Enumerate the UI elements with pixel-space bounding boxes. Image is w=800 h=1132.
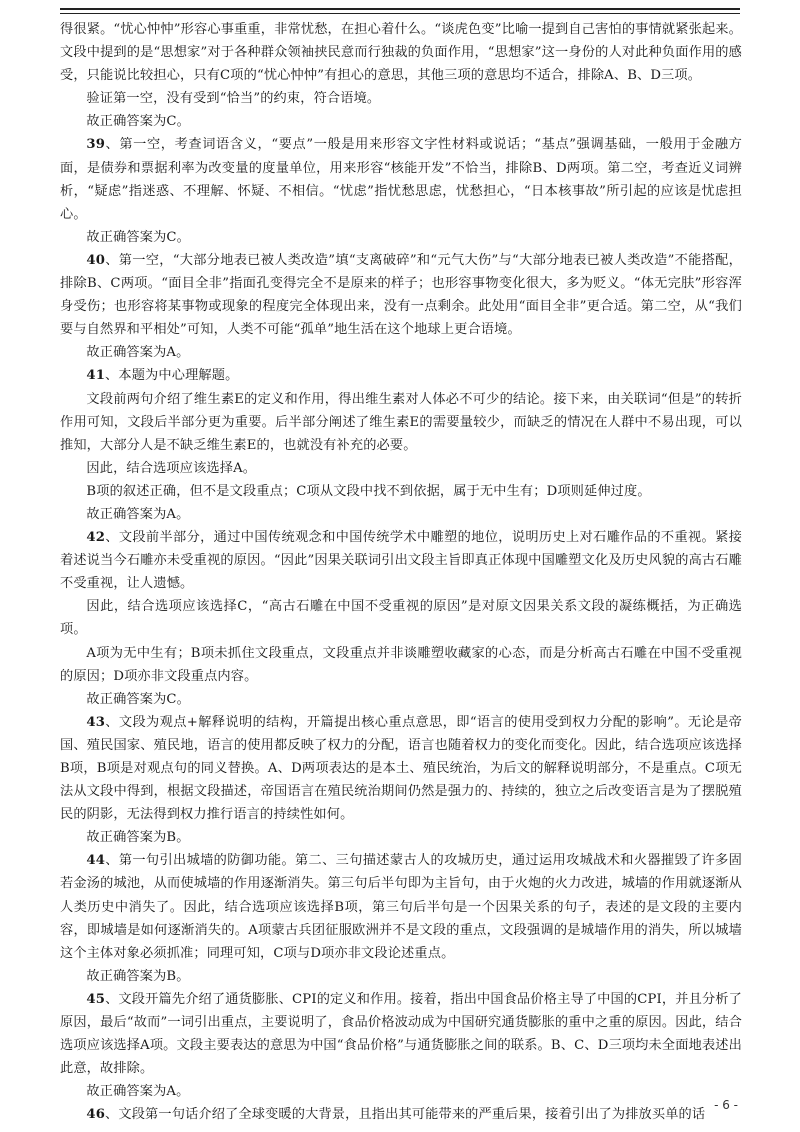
header-rule-thin xyxy=(60,13,740,14)
question-number: 43 xyxy=(86,714,106,730)
question-number: 46 xyxy=(86,1107,106,1123)
paragraph-text: 、文段第一句话介绍了全球变暖的大背景，且指出其可能带来的严重后果，接着引出了为排放买单的话 xyxy=(105,1107,706,1123)
question-explanation-paragraph xyxy=(60,988,742,1080)
paragraph-text: 因此，结合选项应该选择A。 xyxy=(86,460,257,476)
explanation-paragraph xyxy=(60,595,742,641)
question-number: 42 xyxy=(86,530,106,546)
paragraph-text: 故正确答案为B。 xyxy=(86,968,190,984)
paragraph-text: 、第一空，考查词语含义，“要点”一般是用来形容文字性材料或说话；“基点”强调基础，一般用于金融方面，是债券和票据利率为改变量的度量单位，用来形容“核能开发”不恰当，排除B、D两项。第二空，考查近义词辨析，“疑虑”指迷惑、不理解、怀疑、不相信。“忧虑”指忧愁思虑，忧愁担心，“日本核事故”所引起的应该是忧虑担心。 xyxy=(60,137,742,222)
explanation-paragraph xyxy=(60,1080,742,1103)
question-explanation-paragraph xyxy=(60,849,742,964)
paragraph-text: 故正确答案为A。 xyxy=(86,506,190,522)
paragraph-text: 故正确答案为C。 xyxy=(86,229,190,245)
question-explanation-paragraph xyxy=(60,133,742,225)
paragraph-text: 因此，结合选项应该选择C，“高古石雕在中国不受重视的原因”是对原文因果关系文段的凝练概括，为正确选项。 xyxy=(60,599,742,638)
explanation-paragraph xyxy=(60,826,742,849)
question-explanation-paragraph xyxy=(60,364,742,387)
question-explanation-paragraph xyxy=(60,711,742,826)
explanation-paragraph xyxy=(60,18,742,87)
question-explanation-paragraph xyxy=(60,526,742,595)
explanation-paragraph xyxy=(60,341,742,364)
paragraph-text: 、第一句引出城墙的防御功能。第二、三句描述蒙古人的攻城历史，通过运用攻城战术和火器摧毁了许多固若金汤的城池，从而使城墙的作用逐渐消失。第三句后半句即为主旨句，由于火炮的火力改进，城墙的作用就逐渐从人类历史中消失了。因此，结合选项应该选择B项，第三句后半句是一个因果关系的句子，表述的是文段的主要内容，即城墙是如何逐渐消失的。A项蒙古兵团征服欧洲并不是文段的重点，文段强调的是城墙作用的消失，所以城墙这个主体对象必须抓准；同理可知，C项与D项亦非文段论述重点。 xyxy=(60,853,742,961)
explanation-paragraph xyxy=(60,110,742,133)
explanation-paragraph xyxy=(60,457,742,480)
paragraph-text: 、文段前半部分，通过中国传统观念和中国传统学术中雕塑的地位，说明历史上对石雕作品的不重视。紧接着述说当今石雕亦未受重视的原因。“因此”因果关联词引出文段主旨即真正体现中国雕塑文化及历史风貌的高古石雕不受重视，让人遗憾。 xyxy=(60,530,742,592)
paragraph-text: 文段前两句介绍了维生素E的定义和作用，得出维生素对人体必不可少的结论。接下来，由关联词“但是”的转折作用可知，文段后半部分更为重要。后半部分阐述了维生素E的需要量较少，而缺乏的情况在人群中不易出现，可以推知，大部分人是不缺乏维生素E的，也就没有补充的必要。 xyxy=(60,391,742,453)
question-number: 45 xyxy=(86,991,106,1007)
page-number: - 6 - xyxy=(714,1098,738,1112)
explanation-paragraph xyxy=(60,226,742,249)
paragraph-text: 、本题为中心理解题。 xyxy=(105,368,239,384)
explanation-paragraph xyxy=(60,480,742,503)
explanation-paragraph xyxy=(60,688,742,711)
paragraph-text: B项的叙述正确，但不是文段重点；C项从文段中找不到依据，属于无中生有；D项则延伸过度。 xyxy=(86,483,651,499)
question-number: 44 xyxy=(86,853,106,869)
question-number: 39 xyxy=(86,137,106,153)
paragraph-text: 得很紧。“忧心忡忡”形容心事重重，非常忧愁，在担心着什么。“谈虎色变”比喻一提到自己害怕的事情就紧张起来。文段中提到的是“思想家”对于各种群众领袖挟民意而行独裁的负面作用，“思想家”这一身份的人对此种负面作用的感受，只能说比较担心，只有C项的“忧心忡忡”有担心的意思，其他三项的意思均不适合，排除A、B、D三项。 xyxy=(60,22,742,84)
paragraph-text: 故正确答案为A。 xyxy=(86,1084,190,1100)
paragraph-text: 、文段为观点+解释说明的结构，开篇提出核心重点意思，即“语言的使用受到权力分配的影响”。无论是帝国、殖民国家、殖民地，语言的使用都反映了权力的分配，语言也随着权力的变化而变化。因此，结合选项应该选择B项，B项是对观点句的同义替换。A、D两项表达的是本土、殖民统治，为后文的解释说明部分，不是重点。C项无法从文段中得到，根据文段描述，帝国语言在殖民统治期间仍然是强力的、持续的，独立之后改变语言是为了摆脱殖民的阴影，无法得到权力推行语言的持续性如何。 xyxy=(60,714,742,823)
question-number: 40 xyxy=(86,252,106,268)
explanation-paragraph xyxy=(60,503,742,526)
paragraph-text: 故正确答案为A。 xyxy=(86,345,190,361)
explanation-paragraph xyxy=(60,388,742,457)
paragraph-text: 故正确答案为B。 xyxy=(86,830,190,846)
paragraph-text: 故正确答案为C。 xyxy=(86,691,190,707)
answer-explanations xyxy=(60,18,742,1127)
explanation-paragraph xyxy=(60,642,742,688)
question-explanation-paragraph xyxy=(60,249,742,341)
explanation-paragraph xyxy=(60,87,742,110)
question-number: 41 xyxy=(86,368,106,384)
question-explanation-paragraph xyxy=(60,1103,742,1126)
explanation-paragraph xyxy=(60,965,742,988)
paragraph-text: 故正确答案为C。 xyxy=(86,114,190,130)
header-rule-thick xyxy=(60,8,740,10)
paragraph-text: 、文段开篇先介绍了通货膨胀、CPI的定义和作用。接着，指出中国食品价格主导了中国的CPI，并且分析了原因，最后“故而”一词引出重点，主要说明了，食品价格波动成为中国研究通货膨胀的重中之重的原因。因此，结合选项应该选择A项。文段主要表达的意思为中国“食品价格”与通货膨胀之间的联系。B、C、D三项均未全面地表述出此意，故排除。 xyxy=(60,991,742,1077)
paragraph-text: A项为无中生有；B项未抓住文段重点，文段重点并非谈雕塑收藏家的心态，而是分析高古石雕在中国不受重视的原因；D项亦非文段重点内容。 xyxy=(60,645,742,684)
paragraph-text: 、第一空，“大部分地表已被人类改造”填“支离破碎”和“元气大伤”与“大部分地表已被人类改造”不能搭配，排除B、C两项。“面目全非”指面孔变得完全不是原来的样子；也形容事物变化很大，多为贬义。“体无完肤”形容浑身受伤；也形容将某事物或现象的程度完全体现出来，没有一点剩余。此处用“面目全非”更合适。第二空，从“我们要与自然界和平相处”可知，人类不可能“孤单”地生活在这个地球上更合语境。 xyxy=(60,252,742,338)
paragraph-text: 验证第一空，没有受到“恰当”的约束，符合语境。 xyxy=(86,91,381,107)
